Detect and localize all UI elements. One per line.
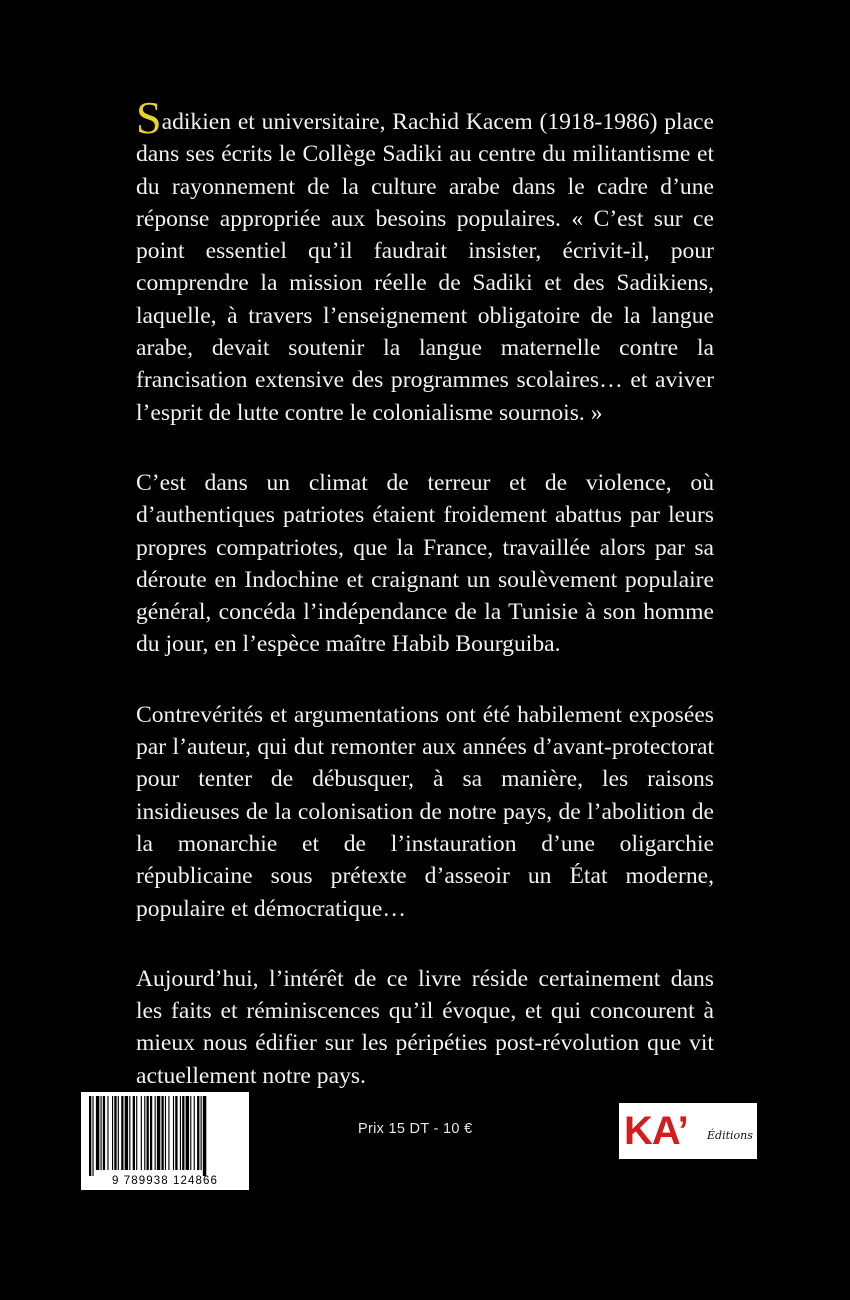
blurb-text <box>136 92 714 1130</box>
barcode-icon <box>81 1092 249 1176</box>
paragraph-1-text: adikien et universitaire, Rachid Kacem (1918-1986) place dans ses écrits le Collège Sadiki au centre du militantisme et du rayonnement de la culture arabe dans le cadre d’une réponse appropriée aux besoins populaires. « C’est sur ce point essentiel qu’il faudrait insister, écrivit-il, pour comprendre la mission réelle de Sadiki et des Sadikiens, laquelle, à travers l’enseignement obligatoire de la langue arabe, devait soutenir la langue maternelle contre la francisation extensive des programmes scolaires… et aviver l’esprit de lutte contre le colonialisme sournois. » <box>136 109 714 426</box>
drop-cap: S <box>136 92 162 143</box>
barcode <box>81 1092 249 1190</box>
blurb-paragraph-1 <box>136 92 714 429</box>
logo-subtitle: Éditions <box>707 1129 753 1142</box>
publisher-logo <box>619 1103 757 1159</box>
cover-footer <box>0 1090 850 1200</box>
isbn-number: 9 789938 124866 <box>111 1175 219 1187</box>
blurb-paragraph-4: Aujourd’hui, l’intérêt de ce livre réside certainement dans les faits et réminiscences qu’il évoque, et qui concourent à mieux nous édifier sur les péripéties post-révolution que vit actuellement notre pays. <box>136 965 714 1089</box>
blurb-paragraph-2: C’est dans un climat de terreur et de violence, où d’authentiques patriotes étaient froidement abattus par leurs propres compatriotes, que la France, travaillée alors par sa déroute en Indochine et craignant un soulèvement populaire général, concéda l’indépendance de la Tunisie à son homme du jour, en l’espèce maître Habib Bourguiba. <box>136 469 714 658</box>
blurb-paragraph-3: Contrevérités et argumentations ont été habilement exposées par l’auteur, qui dut remonter aux années d’avant-protectorat pour tenter de débusquer, à sa manière, les raisons insidieuses de la colonisation de notre pays, de l’abolition de la monarchie et de l’instauration d’une oligarchie républicaine sous prétexte d’asseoir un État moderne, populaire et démocratique… <box>136 701 714 922</box>
price-label: Prix 15 DT - 10 € <box>358 1121 473 1137</box>
logo-mark: KA’ <box>624 1109 688 1153</box>
